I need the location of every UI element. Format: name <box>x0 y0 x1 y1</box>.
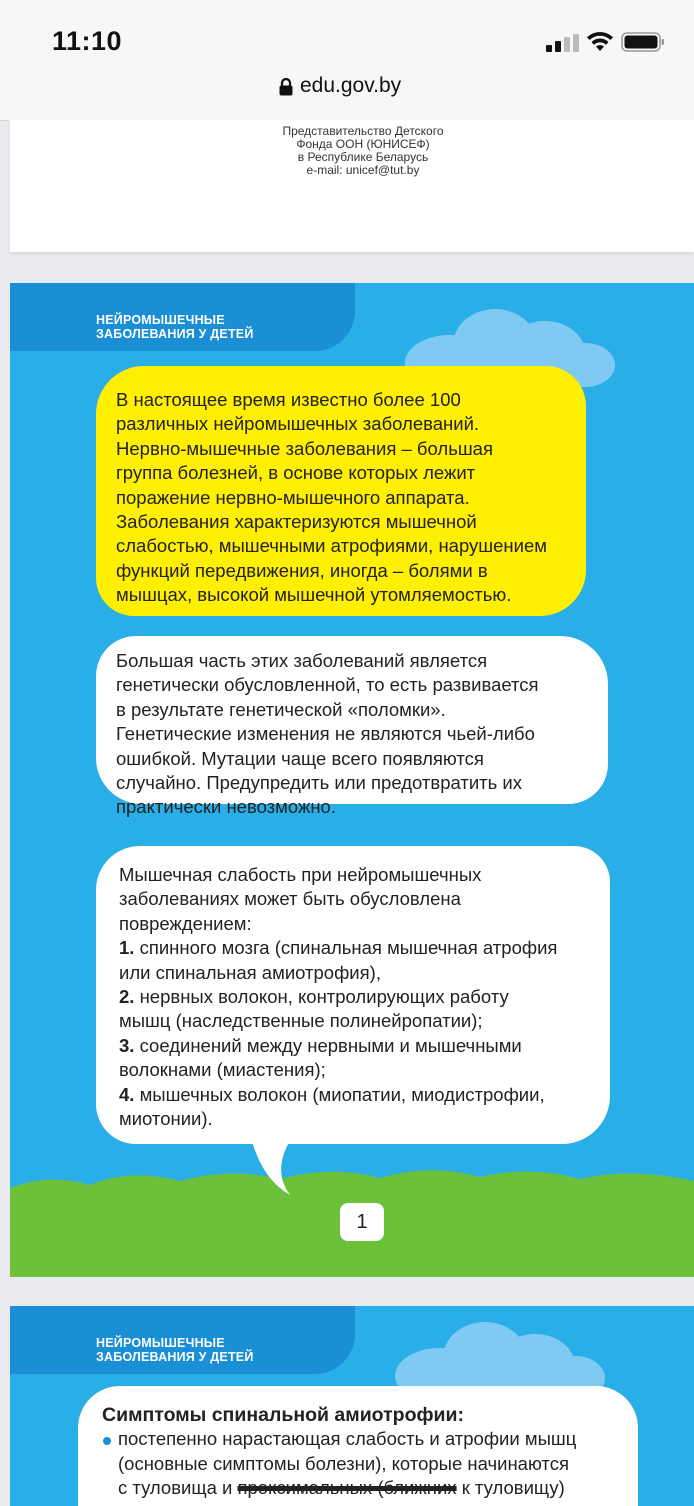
text-line: (основные симптомы болезни), которые начинаются <box>118 1452 569 1474</box>
text-line: случайно. Предупредить или предотвратить их <box>116 772 523 794</box>
symptoms-bubble <box>78 1386 638 1506</box>
status-bar <box>0 0 694 70</box>
url-text[interactable]: edu.gov.by <box>300 74 402 97</box>
list-item <box>102 1427 638 1451</box>
publisher-line: в Республике Беларусь <box>297 150 429 164</box>
text-line: ошибкой. Мутации чаще всего появляются <box>116 747 484 769</box>
text-line: функций передвижения, иногда – болями в <box>116 559 488 581</box>
pdf-page-footer <box>10 120 694 252</box>
list-number: 3. <box>119 1034 135 1056</box>
text-span: с туловища и <box>118 1477 238 1499</box>
slide-title <box>96 1336 254 1364</box>
slide-title-line: ЗАБОЛЕВАНИЯ У ДЕТЕЙ <box>96 327 254 341</box>
address-bar[interactable] <box>0 70 694 121</box>
lock-icon <box>278 77 294 97</box>
struck-text: проксимальных (ближних <box>237 1477 457 1499</box>
publisher-info <box>10 125 694 177</box>
slide-title-line: ЗАБОЛЕВАНИЯ У ДЕТЕЙ <box>96 1350 254 1364</box>
publisher-email: e-mail: unicef@tut.by <box>306 163 420 177</box>
text-line: повреждением: <box>119 912 252 934</box>
list-item <box>119 1083 610 1107</box>
intro-bubble <box>96 366 586 616</box>
slide-title-line: НЕЙРОМЫШЕЧНЫЕ <box>96 1336 225 1350</box>
text-line: Генетические изменения не являются чьей-либо <box>116 723 535 745</box>
list-text: мышечных волокон (миопатии, миодистрофии, <box>134 1083 545 1105</box>
list-text: нервных волокон, контролирующих работу <box>134 986 509 1008</box>
list-text: спинного мозга (спинальная мышечная атрофия <box>134 937 558 959</box>
slide-title <box>96 313 254 341</box>
text-line: слабостью, мышечными атрофиями, нарушением <box>116 535 547 557</box>
list-number: 2. <box>119 986 135 1008</box>
list-number: 4. <box>119 1083 135 1105</box>
genetics-bubble <box>96 636 608 818</box>
list-text: соединений между нервными и мышечными <box>134 1034 522 1056</box>
text-line: поражение нервно-мышечного аппарата. <box>116 486 470 508</box>
pdf-page-1 <box>10 283 694 1277</box>
text-line: мышцах, высокой мышечной утомляемостью. <box>116 584 512 606</box>
text-line: Мышечная слабость при нейромышечных <box>119 864 482 885</box>
text-line: генетически обусловленной, то есть развивается <box>116 674 539 696</box>
list-number: 1. <box>119 937 135 959</box>
list-text: постепенно нарастающая слабость и атрофии мышц <box>118 1428 577 1450</box>
list-item <box>119 985 610 1009</box>
text-line: в результате генетической «поломки». <box>116 698 446 720</box>
text-line: группа болезней, в основе которых лежит <box>116 462 476 484</box>
text-line: мышц (наследственные полинейропатии); <box>119 1010 483 1032</box>
publisher-line: Представительство Детского <box>282 124 444 138</box>
text-line <box>102 1476 638 1500</box>
wifi-icon <box>586 30 614 52</box>
text-line: различных нейромышечных заболеваний. <box>116 413 480 435</box>
list-item <box>119 1034 610 1058</box>
text-line: волокнами (миастения); <box>119 1059 326 1081</box>
text-line: В настоящее время известно более 100 <box>116 389 461 410</box>
text-span: к туловищу) <box>456 1477 565 1499</box>
publisher-line: Фонда ООН (ЮНИСЕФ) <box>296 137 430 151</box>
text-line: Большая часть этих заболеваний является <box>116 650 488 671</box>
text-line: практически невозможно. <box>116 796 336 818</box>
cellular-signal-icon <box>546 34 580 52</box>
list-item <box>119 936 610 960</box>
text-line: Нервно-мышечные заболевания – большая <box>116 437 493 459</box>
causes-bubble <box>96 846 610 1144</box>
slide-title-line: НЕЙРОМЫШЕЧНЫЕ <box>96 313 225 327</box>
text-line: миотонии). <box>119 1108 213 1130</box>
battery-icon <box>621 32 665 52</box>
symptoms-heading: Симптомы спинальной амиотрофии: <box>102 1404 465 1426</box>
page-number: 1 <box>340 1203 384 1241</box>
text-line: заболеваниях может быть обусловлена <box>119 888 461 910</box>
status-time: 11:10 <box>52 26 123 56</box>
text-line: Заболевания характеризуются мышечной <box>116 511 477 533</box>
text-line: или спинальная амиотрофия), <box>119 961 381 983</box>
pdf-page-2 <box>10 1306 694 1506</box>
